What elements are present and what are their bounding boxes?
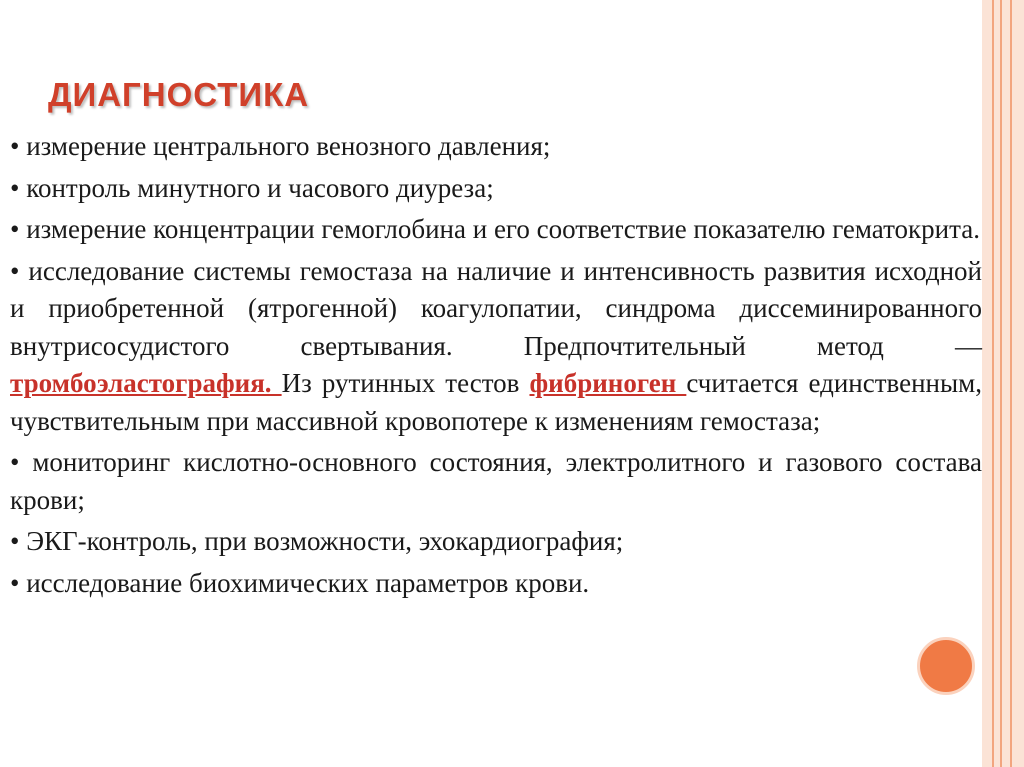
highlight-fibrinogen: фибриноген xyxy=(529,368,687,398)
bullet-icon: • xyxy=(10,526,20,556)
list-item-text: считается единственным, чувствительным при массивной кровопотере к изменениям гемостаза; xyxy=(10,368,982,436)
bullet-icon: • xyxy=(10,131,20,161)
list-item xyxy=(10,211,982,249)
list-item xyxy=(10,444,982,519)
list-item-text: исследование системы гемостаза на наличие и интенсивность развития исходной и приобретенной (ятрогенной) коагулопатии, синдрома диссеминированного внутрисосудистого свертывания. Предпочтительный метод — xyxy=(10,255,983,361)
accent-circle xyxy=(917,637,975,695)
list-item xyxy=(10,170,982,208)
list-item-text: измерение концентрации гемоглобина и его соответствие показателю гематокрита. xyxy=(26,214,980,244)
edge-stripe xyxy=(1002,0,1010,767)
bullet-icon: • xyxy=(10,255,20,286)
highlight-thromboelastography: тромбоэластография. xyxy=(10,368,282,398)
list-item-text: Из рутинных тестов xyxy=(281,368,530,398)
slide-title: ДИАГНОСТИКА xyxy=(48,76,310,113)
list-item xyxy=(10,128,982,166)
bullet-icon: • xyxy=(10,567,20,598)
list-item-text: мониторинг кислотно-основного состояния, электролитного и газового состава крови; xyxy=(10,447,982,515)
bullet-list xyxy=(10,128,982,606)
edge-stripe xyxy=(982,0,992,767)
list-item-text: контроль минутного и часового диуреза; xyxy=(26,172,494,203)
list-item-text: ЭКГ-контроль, при возможности, эхокардиография; xyxy=(26,526,624,556)
bullet-icon: • xyxy=(10,172,20,203)
list-item xyxy=(10,565,982,603)
bullet-icon: • xyxy=(10,214,20,244)
list-item-text: исследование биохимических параметров крови. xyxy=(26,567,590,598)
bullet-icon: • xyxy=(10,447,20,477)
list-item xyxy=(10,253,982,441)
edge-stripe xyxy=(1012,0,1024,767)
list-item xyxy=(10,523,982,561)
list-item-text: измерение центрального венозного давления; xyxy=(26,131,551,161)
